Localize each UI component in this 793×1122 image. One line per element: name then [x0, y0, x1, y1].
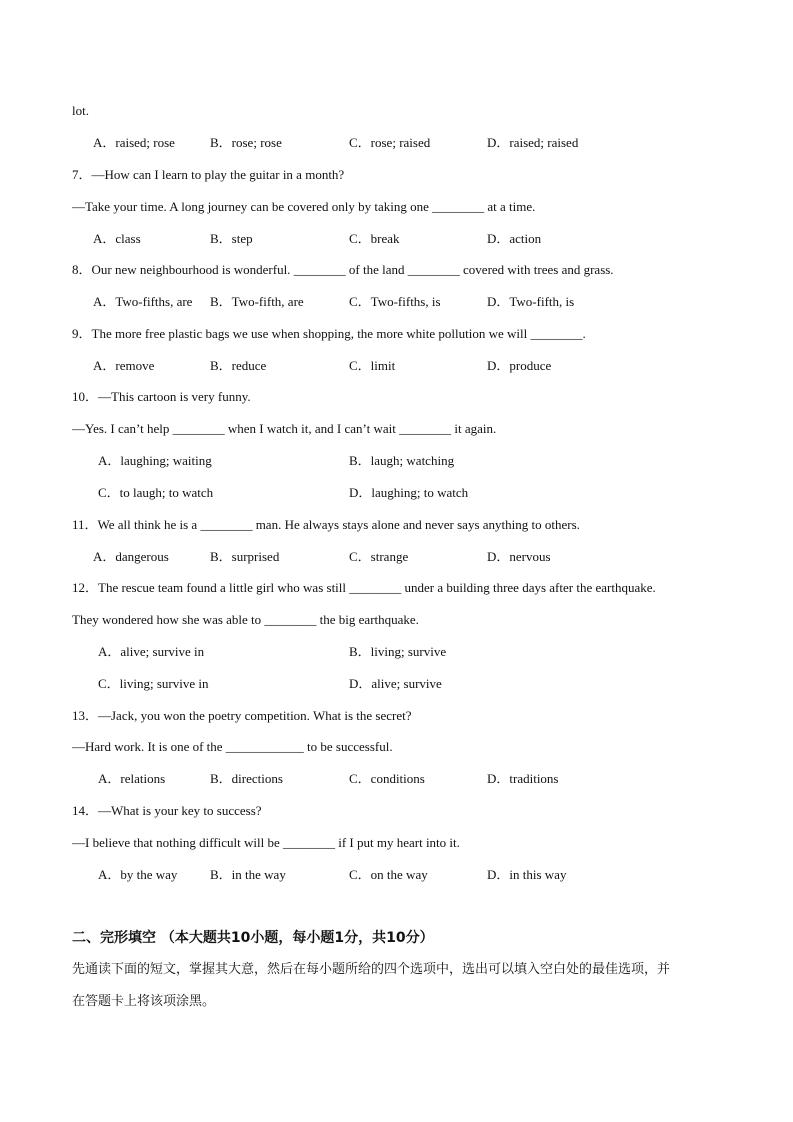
- q11-option-b: B．surprised: [210, 549, 280, 564]
- q7-stem: 7．—How can I learn to play the guitar in a month?: [72, 167, 345, 182]
- q12-option-d: D．alive; survive: [349, 676, 442, 691]
- q9-option-a: A．remove: [93, 358, 155, 373]
- q13-stem: 13．—Jack, you won the poetry competition. What is the secret?: [72, 708, 412, 723]
- q8-option-d: D．Two-fifth, is: [487, 294, 575, 309]
- q12-option-b: B．living; survive: [349, 644, 447, 659]
- q13-option-c: C．conditions: [349, 771, 425, 786]
- q10-stem: 10．—This cartoon is very funny.: [72, 389, 251, 404]
- q6-stem-tail: lot.: [72, 103, 89, 118]
- q13-option-a: A．relations: [98, 771, 166, 786]
- q12-option-a: A．alive; survive in: [98, 644, 205, 659]
- q9-option-c: C．limit: [349, 358, 396, 373]
- q6-option-c: C．rose; raised: [349, 135, 431, 150]
- q11-option-c: C．strange: [349, 549, 409, 564]
- q7-reply: —Take your time. A long journey can be covered only by taking one ________ at a time.: [72, 199, 536, 214]
- q10-option-d: D．laughing; to watch: [349, 485, 469, 500]
- q10-option-a: A．laughing; waiting: [98, 453, 212, 468]
- q13-option-d: D．traditions: [487, 771, 559, 786]
- q12-stem-cont: They wondered how she was able to ________ the big earthquake.: [72, 612, 419, 627]
- q8-option-a: A．Two-fifths, are: [93, 294, 193, 309]
- section-2-instructions-line1: 先通读下面的短文，掌握其大意，然后在每小题所给的四个选项中，选出可以填入空白处的最佳选项，并: [72, 962, 671, 977]
- q8-stem: 8．Our new neighbourhood is wonderful. ________ of the land ________ covered with trees and grass.: [72, 262, 614, 277]
- q7-option-d: D．action: [487, 231, 542, 246]
- q12-stem: 12．The rescue team found a little girl who was still ________ under a building three days after the earthquake.: [72, 580, 656, 595]
- section-2-heading: 二、完形填空 （本大题共10小题，每小题1分，共10分）: [72, 930, 434, 946]
- section-2-instructions-line2: 在答题卡上将该项涂黑。: [72, 994, 216, 1009]
- q14-reply: —I believe that nothing difficult will be ________ if I put my heart into it.: [72, 835, 460, 850]
- q6-option-b: B．rose; rose: [210, 135, 282, 150]
- q6-option-a: A．raised; rose: [93, 135, 175, 150]
- q7-option-c: C．break: [349, 231, 400, 246]
- q10-option-b: B．laugh; watching: [349, 453, 455, 468]
- q7-option-a: A．class: [93, 231, 141, 246]
- q14-option-a: A．by the way: [98, 867, 178, 882]
- q6-option-d: D．raised; raised: [487, 135, 579, 150]
- q9-option-d: D．produce: [487, 358, 552, 373]
- q11-option-a: A．dangerous: [93, 549, 169, 564]
- q9-option-b: B．reduce: [210, 358, 267, 373]
- q7-option-b: B．step: [210, 231, 253, 246]
- q14-option-d: D．in this way: [487, 867, 567, 882]
- q11-stem: 11．We all think he is a ________ man. He always stays alone and never says anything to others.: [72, 517, 580, 532]
- q11-option-d: D．nervous: [487, 549, 551, 564]
- q14-option-c: C．on the way: [349, 867, 428, 882]
- q8-option-b: B．Two-fifth, are: [210, 294, 304, 309]
- q8-option-c: C．Two-fifths, is: [349, 294, 441, 309]
- q10-option-c: C．to laugh; to watch: [98, 485, 214, 500]
- q14-stem: 14．—What is your key to success?: [72, 803, 262, 818]
- q14-option-b: B．in the way: [210, 867, 286, 882]
- q13-option-b: B．directions: [210, 771, 283, 786]
- q10-reply: —Yes. I can’t help ________ when I watch it, and I can’t wait ________ it again.: [72, 421, 497, 436]
- q12-option-c: C．living; survive in: [98, 676, 209, 691]
- q13-reply: —Hard work. It is one of the ____________ to be successful.: [72, 739, 393, 754]
- q9-stem: 9．The more free plastic bags we use when shopping, the more white pollution we will ________.: [72, 326, 586, 341]
